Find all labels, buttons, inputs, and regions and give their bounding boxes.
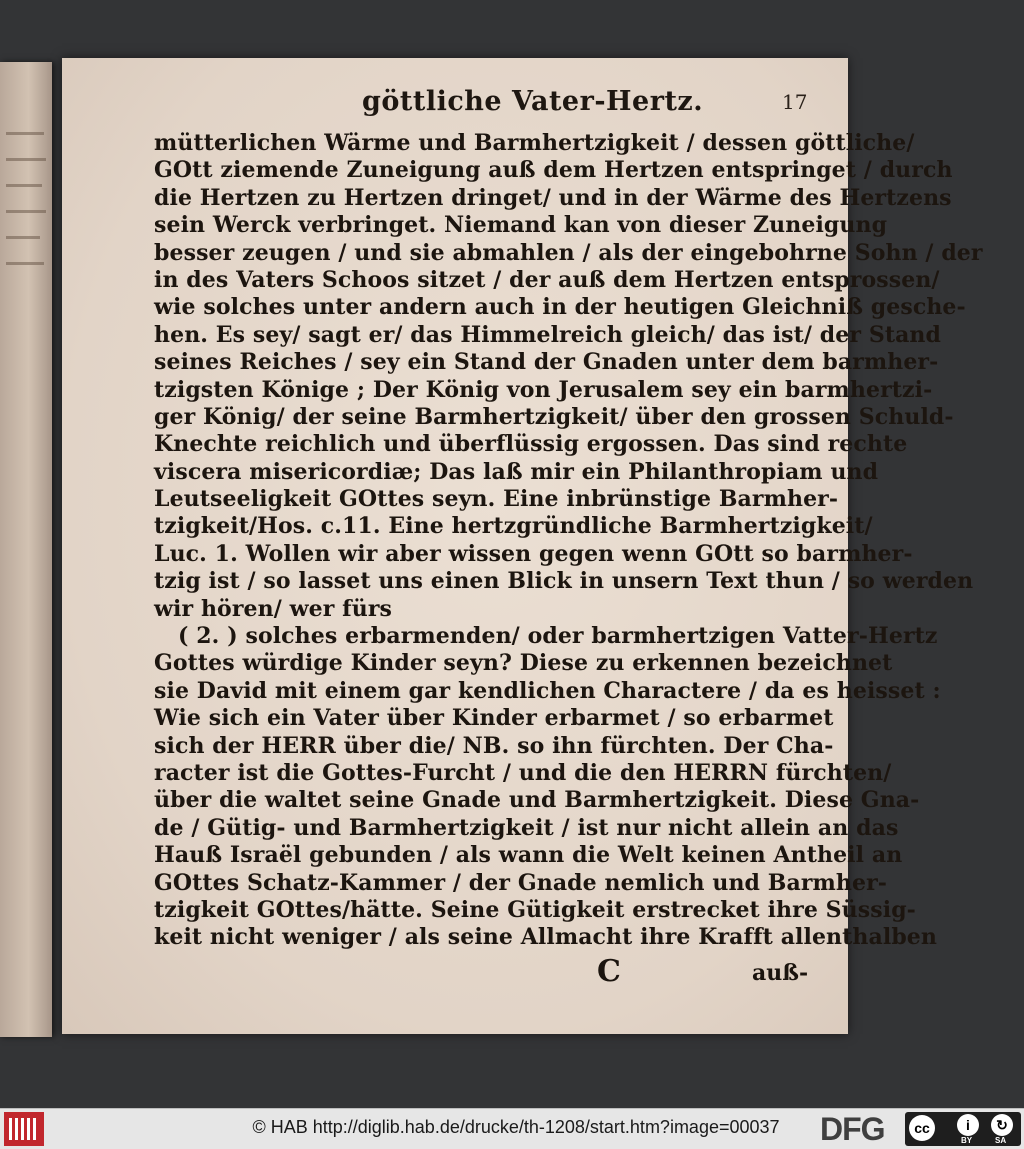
text-line: ( 2. ) solches erbarmenden/ oder barmhertzigen Vatter-Hertz xyxy=(178,623,938,650)
page-number: 17 xyxy=(782,90,808,114)
text-line: mütterlichen Wärme und Barmhertzigkeit / dessen göttliche/ xyxy=(154,130,915,156)
text-line: über die waltet seine Gnade und Barmhertzigkeit. Diese Gna- xyxy=(154,787,920,814)
text-line: de / Gütig- und Barmhertzigkeit / ist nur nicht allein an das xyxy=(154,814,899,841)
text-line: sich der HERR über die/ NB. so ihn fürchten. Der Cha- xyxy=(154,732,834,759)
creative-commons-license-badge[interactable] xyxy=(905,1112,1021,1146)
text-line: die Hertzen zu Hertzen dringet/ und in der Wärme des Hertzens xyxy=(154,184,952,211)
text-line: racter ist die Gottes-Furcht / und die den HERRN fürchten/ xyxy=(154,759,892,786)
text-line: sie David mit einem gar kendlichen Charactere / da es heisset : xyxy=(154,677,941,704)
text-line: besser zeugen / und sie abmahlen / als der eingebohrne Sohn / der xyxy=(154,239,983,266)
text-line: seines Reiches / sey ein Stand der Gnaden unter dem barmher- xyxy=(154,349,939,376)
cc-icon: cc xyxy=(909,1115,935,1141)
text-line: Gottes würdige Kinder seyn? Diese zu erkennen bezeichnet xyxy=(154,650,893,677)
text-line: in des Vaters Schoos sitzet / der auß dem Hertzen entsprossen/ xyxy=(154,266,940,293)
text-line: Knechte reichlich und überflüssig ergossen. Das sind rechte xyxy=(154,431,908,458)
text-line: wir hören/ wer fürs xyxy=(154,595,393,622)
text-line: keit nicht weniger / als seine Allmacht ihre Krafft allenthalben xyxy=(154,924,937,951)
facing-page-text-trace xyxy=(6,210,46,213)
facing-page-text-trace xyxy=(6,262,44,265)
book-page xyxy=(62,58,983,1034)
by-attribution-icon: i xyxy=(957,1114,979,1136)
viewer-footer xyxy=(0,1108,1024,1149)
facing-page-text-trace xyxy=(6,132,44,135)
text-line: tzigkeit/Hos. c.11. Eine hertzgründliche Barmhertzigkeit/ xyxy=(154,513,873,540)
text-line: Wie sich ein Vater über Kinder erbarmet / so erbarmet xyxy=(154,705,834,732)
text-line: Leutseeligkeit GOttes seyn. Eine inbrünstige Barmher- xyxy=(154,486,839,513)
body-text xyxy=(154,130,983,952)
dfg-logo: DFG xyxy=(820,1111,885,1147)
share-alike-icon: ↻ xyxy=(991,1114,1013,1136)
text-line: GOttes Schatz-Kammer / der Gnade nemlich und Barmher- xyxy=(154,869,888,896)
catchword: auß- xyxy=(752,960,809,986)
facing-page-text-trace xyxy=(6,184,42,187)
text-line: tzigsten Könige ; Der König von Jerusalem sey ein barmhertzi- xyxy=(154,376,933,403)
copyright-link[interactable]: © HAB http://diglib.hab.de/drucke/th-1208/start.htm?image=00037 xyxy=(252,1117,780,1137)
text-line: ger König/ der seine Barmhertzigkeit/ über den grossen Schuld- xyxy=(154,403,954,430)
by-label: BY xyxy=(961,1136,973,1145)
page-header xyxy=(62,86,848,126)
text-line: Luc. 1. Wollen wir aber wissen gegen wenn GOtt so barmher- xyxy=(154,540,913,567)
page-footer-marks xyxy=(62,954,848,994)
text-line: tzig ist / so lasset uns einen Blick in unsern Text thun / so werden xyxy=(154,568,974,595)
text-line: GOtt ziemende Zuneigung auß dem Hertzen entspringet / durch xyxy=(154,157,953,184)
text-line: viscera misericordiæ; Das laß mir ein Philanthropiam und xyxy=(154,458,879,485)
facing-page-text-trace xyxy=(6,158,46,161)
sa-label: SA xyxy=(995,1136,1007,1145)
running-head: göttliche Vater-Hertz. xyxy=(362,86,704,117)
facing-page-edge xyxy=(0,62,52,1037)
text-line: Hauß Israël gebunden / als wann die Welt keinen Antheil an xyxy=(154,842,903,869)
text-line: sein Werck verbringet. Niemand kan von dieser Zuneigung xyxy=(154,212,888,239)
text-line: tzigkeit GOttes/hätte. Seine Gütigkeit erstrecket ihre Süssig- xyxy=(154,896,916,923)
text-line: wie solches unter andern auch in der heutigen Gleichniß gesche- xyxy=(154,294,966,321)
facing-page-text-trace xyxy=(6,236,40,239)
signature-mark: C xyxy=(597,954,621,989)
text-line: hen. Es sey/ sagt er/ das Himmelreich gleich/ das ist/ der Stand xyxy=(154,321,942,348)
